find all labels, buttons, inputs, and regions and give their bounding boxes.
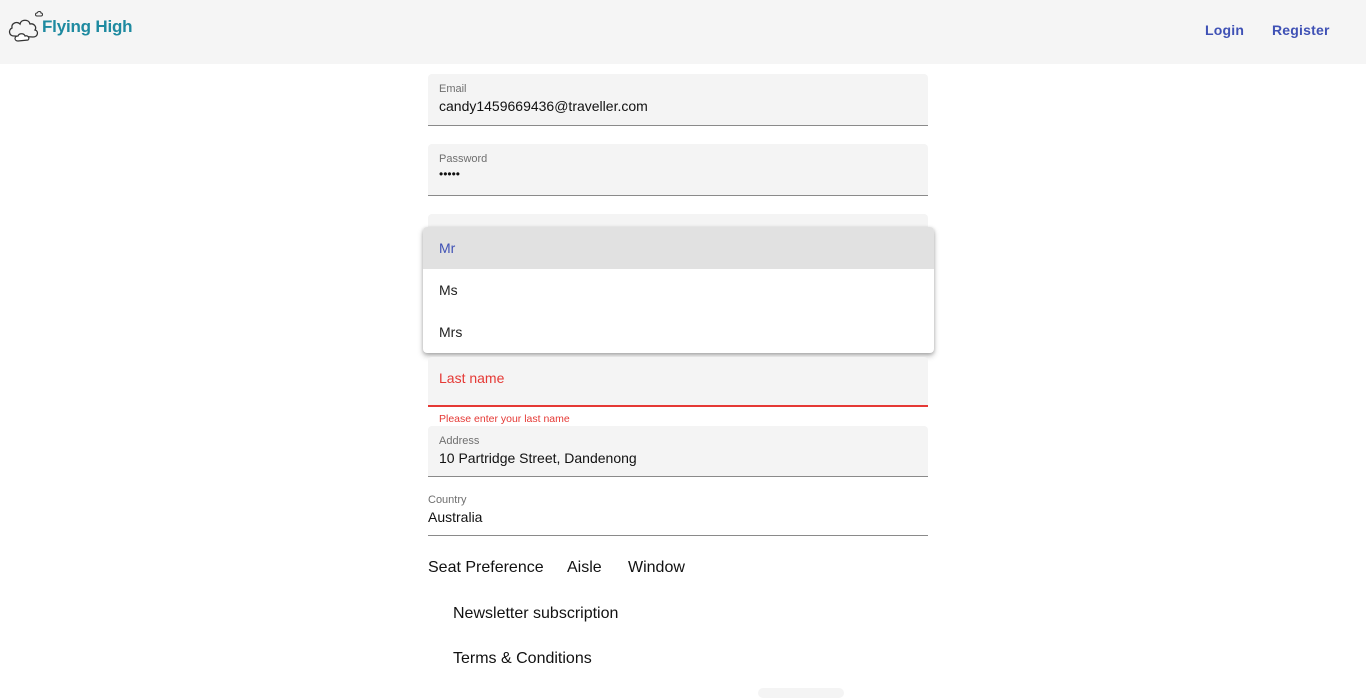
title-dropdown-menu <box>423 227 934 353</box>
logo[interactable] <box>6 10 132 42</box>
login-link[interactable]: Login <box>1205 22 1245 38</box>
register-link[interactable]: Register <box>1272 22 1330 38</box>
last-name-label: Last name <box>439 370 505 386</box>
seat-preference-label: Seat Preference <box>428 559 544 576</box>
seat-option-aisle[interactable]: Aisle <box>567 559 602 576</box>
email-label: Email <box>439 83 467 95</box>
title-option-ms[interactable]: Ms <box>439 282 458 298</box>
country-label: Country <box>428 494 467 506</box>
email-field[interactable] <box>428 74 928 126</box>
address-label: Address <box>439 435 480 447</box>
password-field[interactable] <box>428 144 928 196</box>
address-field[interactable] <box>428 426 928 477</box>
seat-option-window[interactable]: Window <box>628 559 685 576</box>
country-select[interactable] <box>428 494 928 536</box>
terms-checkbox[interactable]: Terms & Conditions <box>453 650 592 667</box>
email-value: candy1459669436@traveller.com <box>439 98 648 114</box>
title-option-mr[interactable]: Mr <box>423 227 934 269</box>
last-name-field[interactable] <box>428 357 928 407</box>
password-label: Password <box>439 153 488 165</box>
title-option-mrs[interactable]: Mrs <box>439 324 463 340</box>
app-header <box>0 0 1366 64</box>
logo-text: Flying High <box>42 17 133 36</box>
country-value: Australia <box>428 509 483 525</box>
password-value: ••••• <box>439 167 461 181</box>
newsletter-checkbox[interactable]: Newsletter subscription <box>453 605 619 622</box>
last-name-error: Please enter your last name <box>439 413 570 425</box>
address-value: 10 Partridge Street, Dandenong <box>439 450 637 466</box>
cloud-icon <box>6 10 44 42</box>
submit-button-partial[interactable] <box>758 688 844 698</box>
